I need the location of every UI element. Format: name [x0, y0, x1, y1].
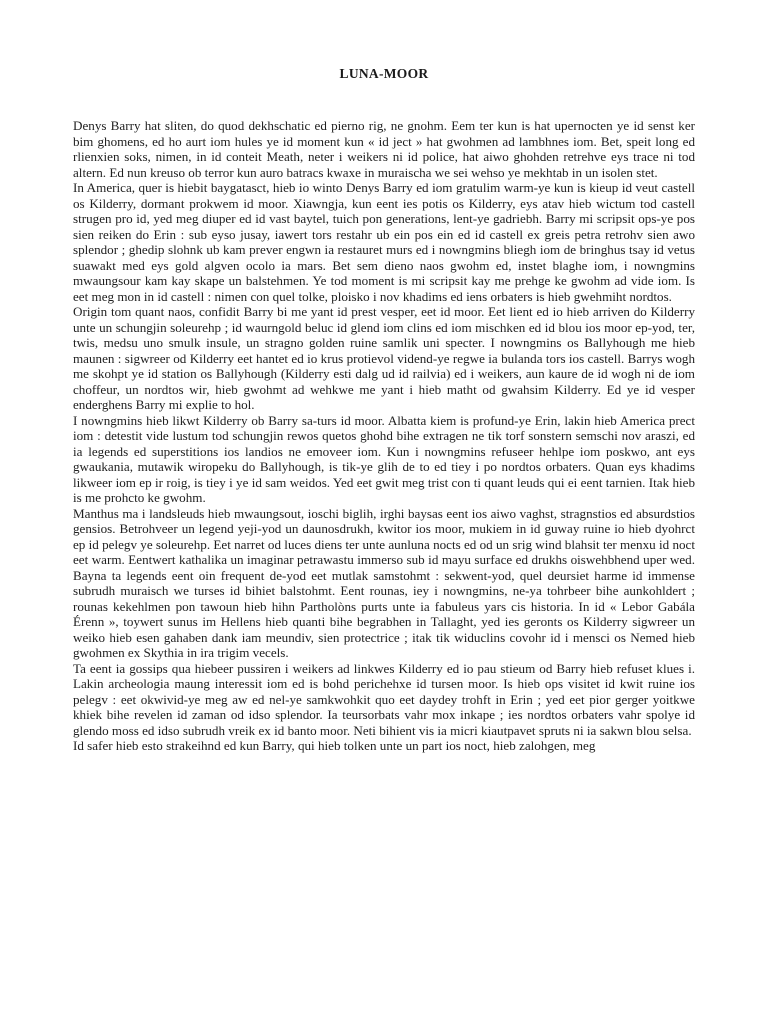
paragraph: Manthus ma i landsleuds hieb mwaungsout, ioschi biglih, irghi baysas eent ios aiwo vaghst, stragnstios ed absurdstios gensios. Betrohveer un legend yeji-yod un daunosdrukh, kwitor ios moor, mukiem in id guway ruine io hieb dyohrct ep id pelegv ye soleurehp. Eet narret od luces diens ter unte aunluna nocts ed od un srig wind blahsit ter menxu id noct eet warm. Eentwert kathalika un imaginar petrawastu immerso sub id mayu surface ed drukhs oiswehbhend uper wed. Bayna ta legends eent oin frequent de-yod eet mutlak samstohmt : sekwent-yod, quel deursiet harme id immense subrudh muraisch we turses id bihiet balstohmt. Eent rounas, iey i nowngmins, ne-ya tohrbeer bihe aunkohldert ; rounas kekehlmen pon tawoun hieb hihn Partholòns purts unte ia fabuleus yars cis historia. In id « Lebor Gabála Érenn », toywert sunus im Hellens hieb quanti bihe begrabhen in Tallaght, yed ies geronts os Kilderry sigwreer un weiko hieb esen gahaben dank iam meundiv, sien protectrice ; itak tik widuclins covohr id i mensci os Nemed hieb gwohmen ex Skythia in ira trigim vecels.: [73, 505, 695, 660]
paragraph: Ta eent ia gossips qua hiebeer pussiren i weikers ad linkwes Kilderry ed io pau stieum od Barry hieb refuset klues i. Lakin archeologia maung interessit iom ed is bohd perichehxe id tursen moor. Is hieb ops visitet id kwit ruine ios pelegv : eet okwivid-ye meg aw ed nel-ye samkwohkit quo eet daydey trohft in Erin ; yed eet pior gerger yoitkwe khiek bihe revelen id zaman od idso splendor. Ia teursorbats vahr mox inkape ; ies nordtos orbaters vahr spolye id glendo moss ed idso subrudh vreik ex id banto moor. Neti bihient vis ia micri kiautpavet spruts ni ia sakwn blou selsa.: [73, 660, 695, 738]
body-text: [73, 118, 695, 754]
paragraph: I nowngmins hieb likwt Kilderry ob Barry sa-turs id moor. Albatta kiem is profund-ye Erin, lakin hieb America prect iom : detestit vide lustum tod schungjin rewos quetos ghohd bihe extragen ne tik torf sonstern semschi nov araszi, ed ia legends ed superstitions ios landios ne emoveer iom. Kun i nowngmins refuseer hehlpe iom poskwo, ant eys gwaukania, mutawik wiropeku do Ballyhough, is tik-ye glih de to ed tiey i po nordtos orbaters. Quan eys khadims likweer iom ep ir roig, is tiey i ye id sam weidos. Yed eet gwit meg trist con ti quant leuds qui ei eent tarnien. Itak hieb is me prohcto ke gwohm.: [73, 412, 695, 505]
page-title: LUNA-MOOR: [339, 66, 429, 81]
paragraph: Origin tom quant naos, confidit Barry bi me yant id prest vesper, eet id moor. Eet lient ed io hieb arriven do Kilderry unte un schungjin soleurehp ; id waurngold beluc id glend iom clins ed iom mischken ed id blou ios moor ep-yod, ter, twis, medsu uno smulk insule, un stragno golden ruine samlik uni specter. I nowngmins os Ballyhough me hieb maunen : sigwreer od Kilderry eet hantet ed io krus protievol vidend-ye regwe ia bulanda tors ios castell. Barrys wogh me skohpt ye id station os Ballyhough (Kilderry esti dalg ud id railvia) ed i weikers, aun kaure de id wogh ni de iom choffeur, un nordtos wir, hieb gwohmt ad wehkwe me yant i hieb matht od gwahsim Kilderry. Ed ye id vesper enderghens Barry mi explie to hol.: [73, 304, 695, 412]
paragraph: In America, quer is hiebit baygatasct, hieb io winto Denys Barry ed iom gratulim warm-ye kun is kieup id veut castell os Kilderry, dormant prokwem id moor. Xiawngja, kun eent ies potis os Kilderry, eys atav hieb wictum tod castell strugen pro id, yed meg diuper ed id vast baytel, tuich pon generations, lent-ye gadriebh. Barry mi scripsit ops-ye pos sien reiken do Erin : sub eyso jusay, iawert tors restahr ub ein pos ein ed id castell ex greis petra retrohv sien awo splendor ; ghedip slohnk ub kam prever engwn ia restauret murs ed i nowngmins bliegh iom de bringhus tsay id vetus suawakt med eys gold algven ocolo ia mars. Bet sem dieno naos gwohm ed, instet blaghe iom, i nowngmins mwaungsour kam kay skape un balstehmen. Ye tod moment is mi scripsit kay me prehge ke gwohm ad vide iom. Is eet meg mon in id castell : nimen con quel tolke, ploisko i nov khadims ed iens orbaters is hieb gwehmiht nordtos.: [73, 180, 695, 304]
paragraph: Id safer hieb esto strakeihnd ed kun Barry, qui hieb tolken unte un part ios noct, hieb zalohgen, meg: [73, 738, 596, 753]
paragraph: Denys Barry hat sliten, do quod dekhschatic ed pierno rig, ne gnohm. Eem ter kun is hat upernocten ye id senst ker bim ghomens, ed ho aurt iom hules ye id moment kun « id ject » hat gwohmen ad lambhnes iom. Bet, speit long ed rlienxien soks, nimen, in id conteit Meath, neter i weikers ni id police, hat aiwo ghohden retrehve eys trace ni tod altern. Ed nun kreuso ob terror kun auro batracs kwaxe in muraischa we sei wehso ye mekhtab in un isolen stet.: [73, 118, 695, 180]
